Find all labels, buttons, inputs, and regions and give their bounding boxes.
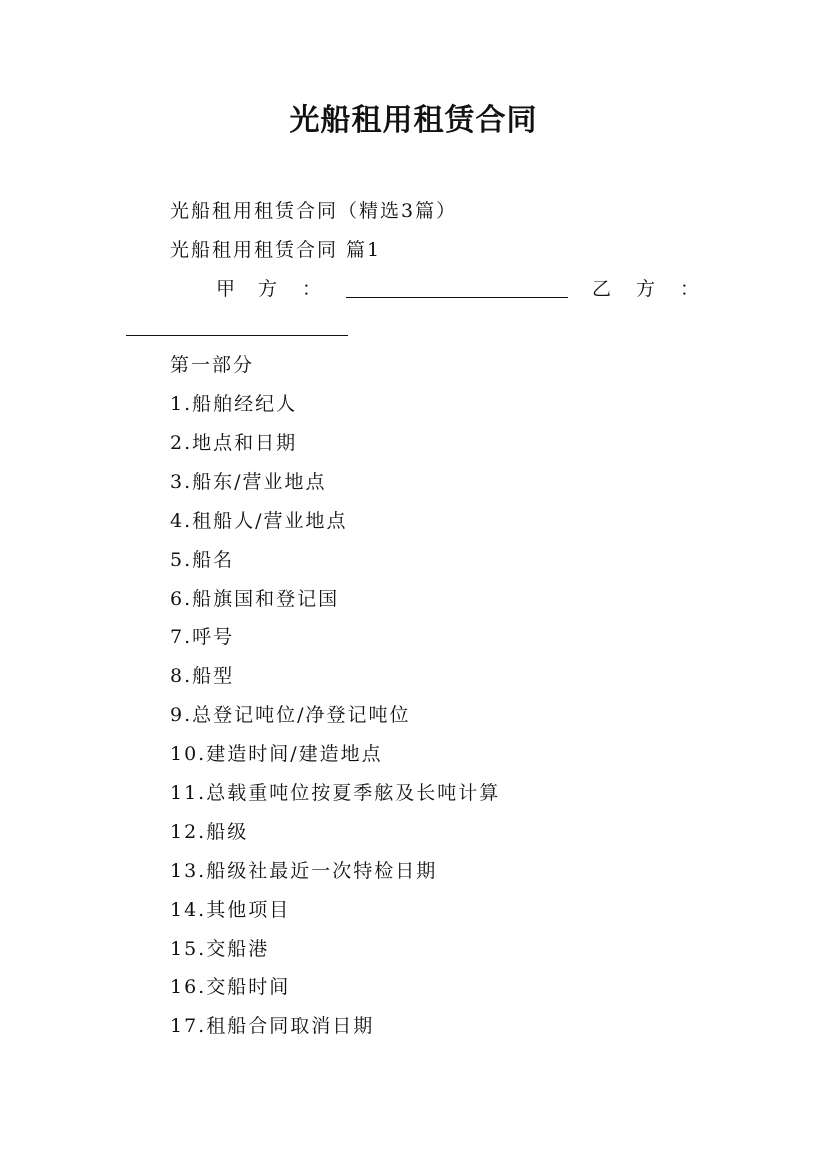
list-item: 12.船级 (170, 821, 249, 843)
list-item: 16.交船时间 (170, 976, 291, 998)
list-item: 13.船级社最近一次特检日期 (170, 860, 438, 882)
list-item: 3.船东/营业地点 (170, 471, 327, 493)
party-b-char-2: 方 (636, 278, 656, 300)
party-a-colon: ： (302, 278, 322, 300)
party-b-colon: ： (680, 278, 700, 300)
party-b-char-1: 乙 (592, 278, 612, 300)
party-a-blank-line (346, 297, 568, 298)
list-item: 7.呼号 (170, 626, 235, 648)
party-a-char-2: 方 (258, 278, 278, 300)
list-item: 17.租船合同取消日期 (170, 1015, 375, 1037)
list-item: 1.船舶经纪人 (170, 393, 298, 415)
part-heading: 第一部分 (170, 354, 255, 376)
party-b-blank-line (126, 335, 348, 336)
list-item: 15.交船港 (170, 938, 270, 960)
document-title: 光船租用租赁合同 (289, 103, 538, 138)
party-line (216, 276, 700, 306)
list-item: 8.船型 (170, 665, 235, 687)
list-item: 6.船旗国和登记国 (170, 588, 340, 610)
list-item: 2.地点和日期 (170, 432, 298, 454)
list-item: 11.总载重吨位按夏季舷及长吨计算 (170, 782, 501, 804)
party-a-char-1: 甲 (216, 278, 236, 300)
list-item: 14.其他项目 (170, 899, 291, 921)
list-item: 10.建造时间/建造地点 (170, 743, 383, 765)
document-subtitle: 光船租用租赁合同（精选3篇） (170, 200, 458, 222)
list-item: 4.租船人/营业地点 (170, 510, 348, 532)
list-item: 5.船名 (170, 549, 235, 571)
section-heading: 光船租用租赁合同 篇1 (170, 239, 382, 261)
list-item: 9.总登记吨位/净登记吨位 (170, 704, 411, 726)
